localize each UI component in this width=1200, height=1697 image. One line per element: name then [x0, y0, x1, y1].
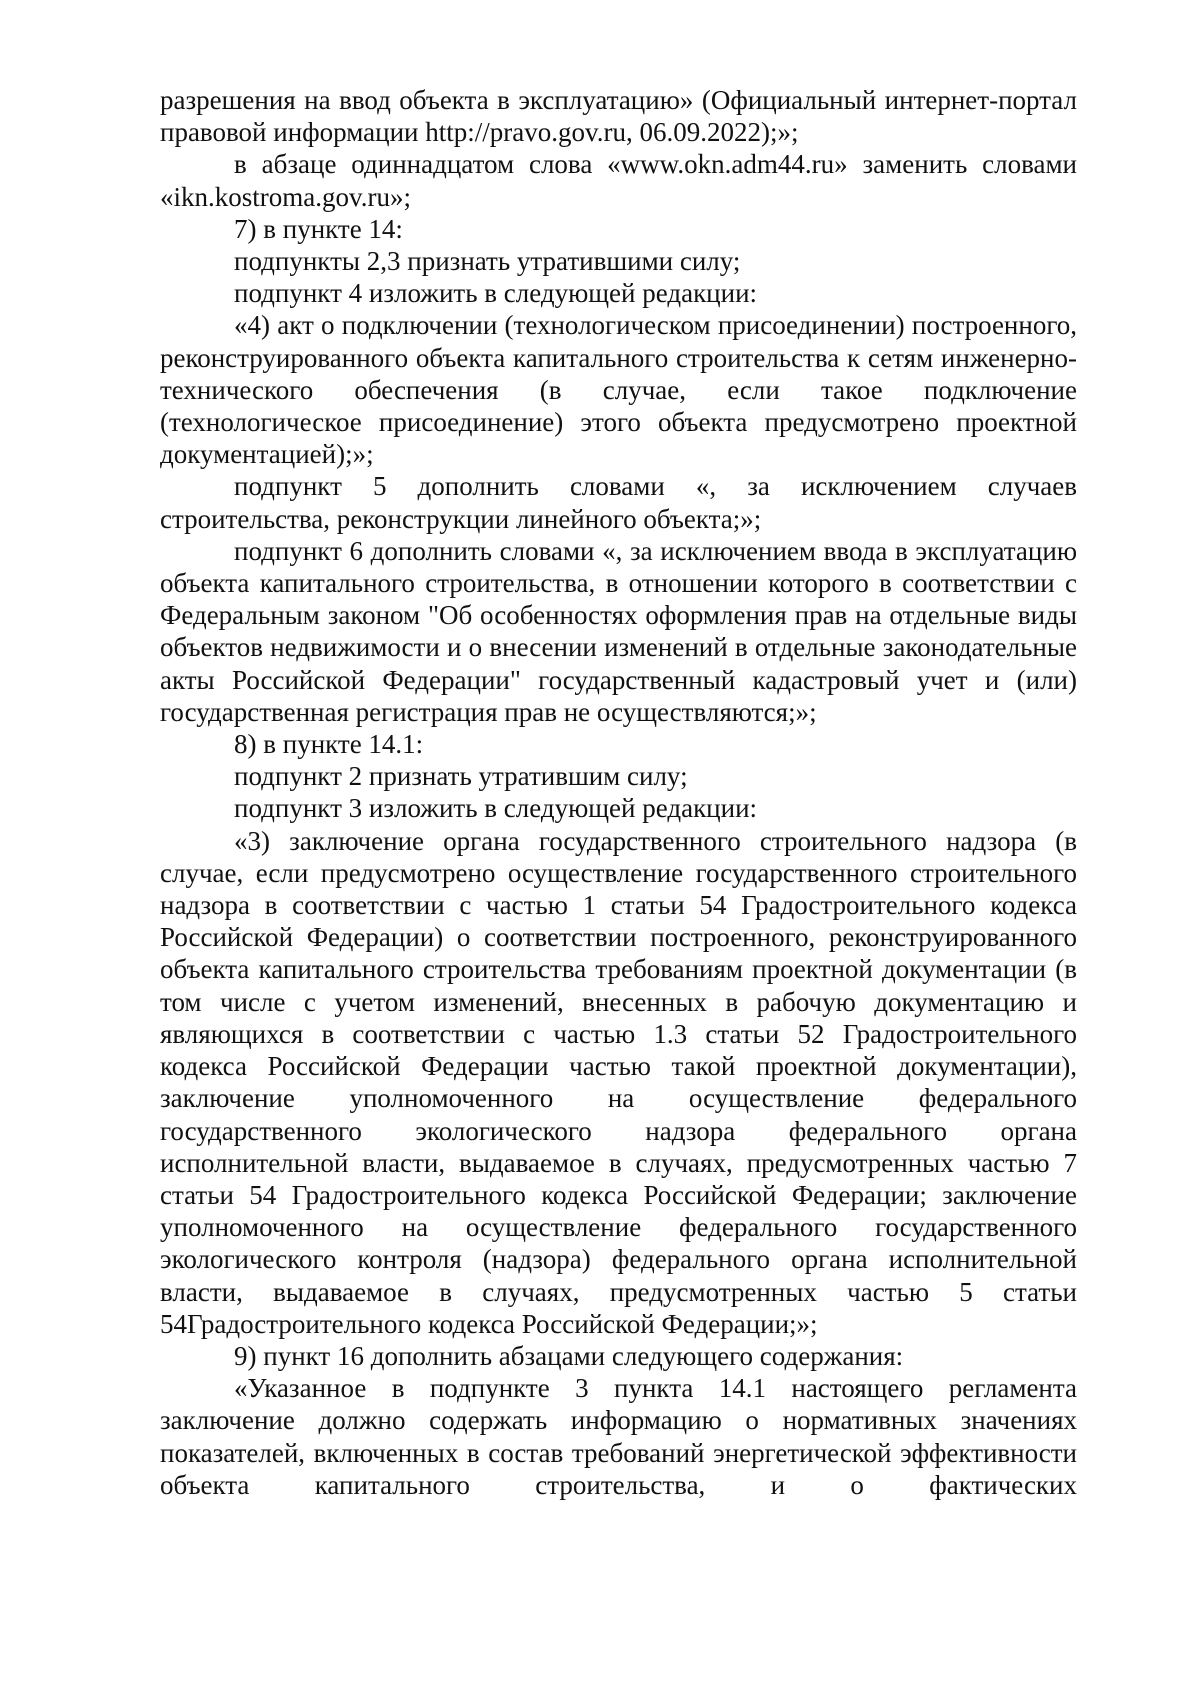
paragraph-abzac-11: в абзаце одиннадцатом слова «www.okn.adm44.ru» заменить словами «ikn.kostroma.gov.ru»;	[160, 149, 1077, 212]
paragraph-subitem-4-intro: подпункт 4 изложить в следующей редакции:	[234, 278, 758, 309]
paragraph-subitem-6: подпункт 6 дополнить словами «, за исключением ввода в эксплуатацию объекта капитального строительства, в отношении которого в соответствии с Федеральным законом "Об особенностях оформления прав на отдельные виды объектов недвижимости и о внесении изменений в отдельные законодательные акты Российской Федерации" государственный кадастровый учет и (или) государственная регистрация прав не осуществляются;»;	[160, 535, 1077, 727]
paragraph-item-9: 9) пункт 16 дополнить абзацами следующего содержания:	[234, 1340, 904, 1371]
paragraph-subitem-5: подпункт 5 дополнить словами «, за исключением случаев строительства, реконструкции линейного объекта;»;	[160, 471, 1077, 534]
paragraph-subitem-4-text: «4) акт о подключении (технологическом присоединении) построенного, реконструированного объекта капитального строительства к сетям инженерно-технического обеспечения (в случае, если такое подключение (технологическое присоединение) этого объекта предусмотрено проектной документацией);»;	[160, 310, 1077, 470]
paragraph-subitem-3-intro: подпункт 3 изложить в следующей редакции:	[234, 793, 758, 824]
paragraph-permit-continuation: разрешения на ввод объекта в эксплуатацию» (Официальный интернет-портал правовой информации http://pravo.gov.ru, 06.09.2022);»;	[160, 85, 1077, 148]
paragraph-subitem-2: подпункт 2 признать утратившим силу;	[234, 761, 688, 792]
paragraph-item-9-text: «Указанное в подпункте 3 пункта 14.1 настоящего регламента заключение должно содержать информацию о нормативных значениях показателей, включенных в состав требований энергетической эффективности объекта капитального строительства, и о фактических	[160, 1373, 1077, 1500]
paragraph-item-7: 7) в пункте 14:	[234, 213, 403, 244]
document-body	[160, 84, 1077, 1501]
paragraph-subitem-3-text: «3) заключение органа государственного строительного надзора (в случае, если предусмотрено осуществление государственного строительного надзора в соответствии с частью 1 статьи 54 Градостроительного кодекса Российской Федерации) о соответствии построенного, реконструированного объекта капитального строительства требованиям проектной документации (в том числе с учетом изменений, внесенных в рабочую документацию и являющихся в соответствии с частью 1.3 статьи 52 Градостроительного кодекса Российской Федерации частью такой проектной документации), заключение уполномоченного на осуществление федерального государственного экологического надзора федерального органа исполнительной власти, выдаваемое в случаях, предусмотренных частью 7 статьи 54 Градостроительного кодекса Российской Федерации; заключение уполномоченного на осуществление федерального государственного экологического контроля (надзора) федерального органа исполнительной власти, выдаваемое в случаях, предусмотренных частью 5 статьи 54Градостроительного кодекса Российской Федерации;»;	[160, 825, 1077, 1339]
paragraph-subitems-2-3: подпункты 2,3 признать утратившими силу;	[234, 246, 741, 277]
paragraph-item-8: 8) в пункте 14.1:	[234, 729, 424, 760]
